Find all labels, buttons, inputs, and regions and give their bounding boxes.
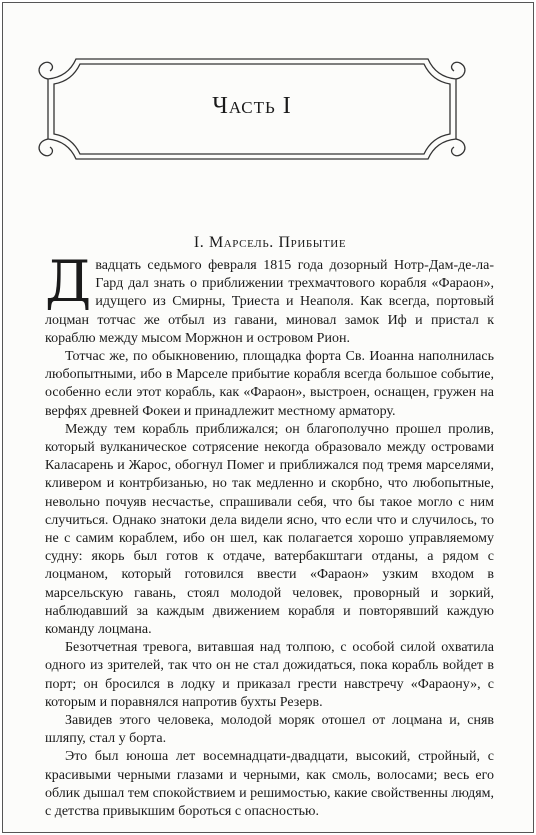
paragraph: Безотчетная тревога, витавшая над толпою, с особой силой охватила одного из зрителей, так что он не стал дожидаться, пока корабль войдет в порт; он бросился в лодку и приказал грести навстречу «Фараону», с которым и поравнялся напротив бухты Резерв.	[45, 640, 494, 710]
book-page	[2, 2, 534, 833]
drop-cap: Д	[45, 249, 92, 315]
paragraph-text: вадцать седьмого февраля 1815 года дозорный Нотр-Дам-де-ла-Гард дал знать о приближении трехмачтового корабля «Фараон», идущего из Смирны, Триеста и Неаполя. Как всегда, портовый лоцман тотчас же отбыл из гавани, миновал замок Иф и пристал к кораблю между мысом Моржнон и островом Рион.	[45, 258, 494, 346]
paragraph: Тотчас же, по обыкновению, площадка форта Св. Иоанна наполнилась любопытными, ибо в Марселе прибытие корабля всегда большое событие, особенно если этот корабль, как «Фараон», выстроен, оснащен, гружен на верфях древней Фокеи и принадлежит местному арматору.	[45, 349, 494, 419]
paragraph: Завидев этого человека, молодой моряк отошел от лоцмана и, сняв шляпу, стал у борта.	[45, 713, 494, 747]
ornamental-frame	[36, 55, 468, 163]
paragraph: Это был юноша лет восемнадцати-двадцати, высокий, стройный, с красивыми черными глазами и черными, как смоль, волосами; весь его облик дышал тем спокойствием и решимостью, какие свойственны людям, с детства привыкшим бороться с опасностью.	[45, 749, 494, 820]
chapter-title: I. Марсель. Прибытие	[193, 234, 347, 251]
part-title: Часть I	[212, 93, 292, 119]
body-text	[45, 249, 494, 821]
paragraph	[45, 249, 494, 348]
paragraph: Между тем корабль приближался; он благополучно прошел пролив, который вулканическое сотрясение некогда образовало между островами Каласарень и Жарос, обогнул Помег и приближался под тремя марселями, кливером и контрбизанью, но так медленно и скорбно, что любопытные, невольно почуяв несчастье, спрашивали себя, что бы такое могло с ним случиться. Однако знатоки дела видели ясно, что если что и случилось, то не с самим кораблем, ибо он шел, как полагается хорошо управляемому судну: якорь был готов к отдаче, ватербакштаги отданы, а рядом с лоцманом, который готовился ввести «Фараон» узким входом в марсельскую гавань, стоял молодой человек, проворный и зоркий, наблюдавший за каждым движением корабля и повторявший каждую команду лоцмана.	[45, 421, 494, 638]
